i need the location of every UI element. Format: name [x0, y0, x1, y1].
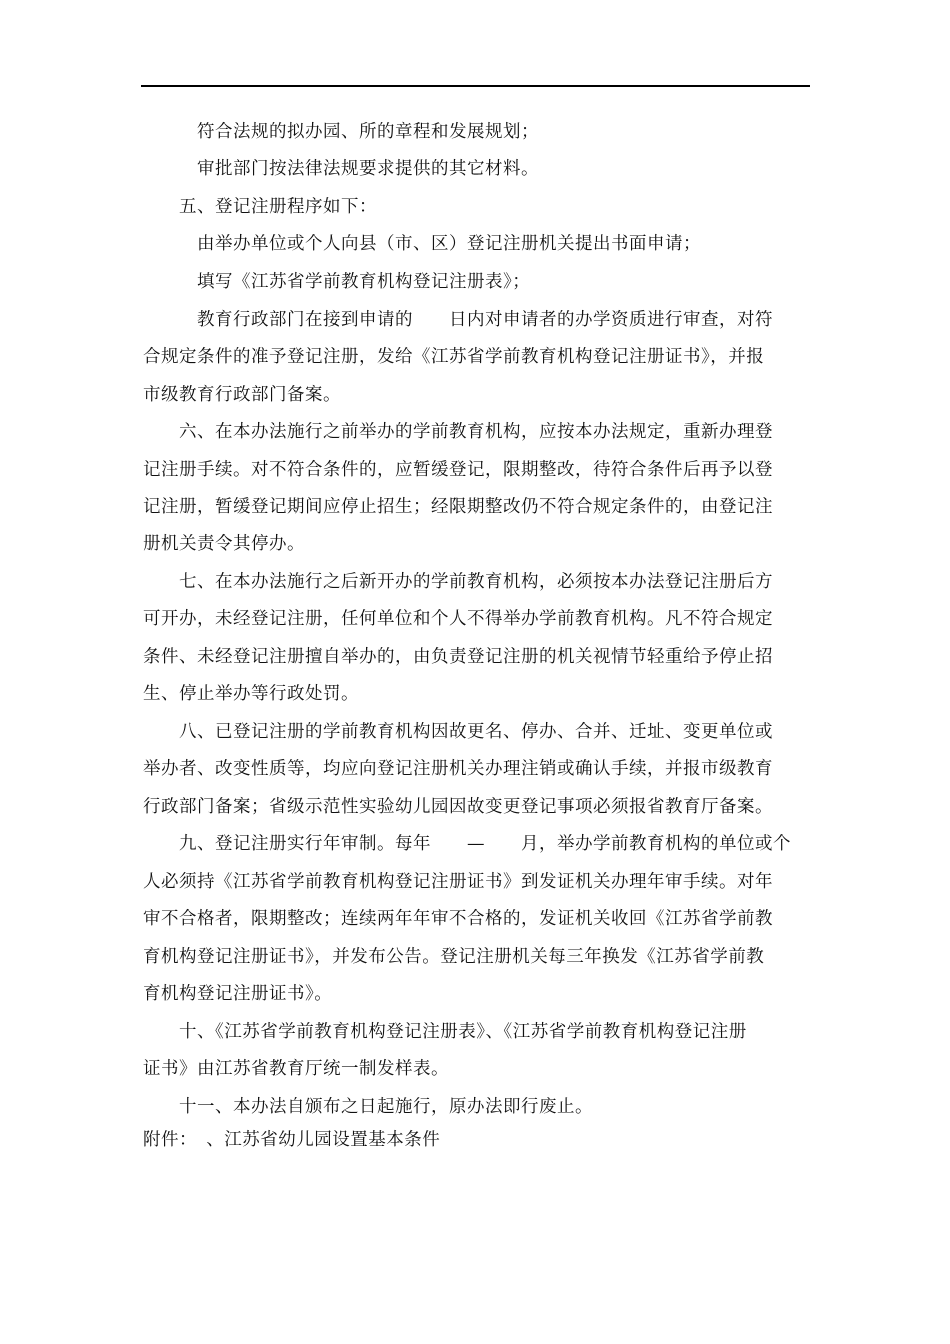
text-line: 六、在本办法施行之前举办的学前教育机构，应按本办法规定，重新办理登 [143, 422, 773, 442]
text-line: 育机构登记注册证书》，并发布公告。登记注册机关每三年换发《江苏省学前教 [143, 947, 765, 967]
text-line: 记注册，暂缓登记期间应停止招生；经限期整改仍不符合规定条件的，由登记注 [143, 497, 773, 517]
text-line: 记注册手续。对不符合条件的，应暂缓登记，限期整改，待符合条件后再予以登 [143, 460, 773, 480]
text-line: 可开办，未经登记注册，任何单位和个人不得举办学前教育机构。凡不符合规定 [143, 609, 773, 629]
text-line: 七、在本办法施行之后新开办的学前教育机构，必须按本办法登记注册后方 [143, 572, 773, 592]
text-line: 十、《江苏省学前教育机构登记注册表》、《江苏省学前教育机构登记注册 [143, 1022, 747, 1042]
text-line: 人必须持《江苏省学前教育机构登记注册证书》到发证机关办理年审手续。对年 [143, 872, 773, 892]
text-line: 填写《江苏省学前教育机构登记注册表》； [143, 272, 531, 292]
text-line: 审不合格者，限期整改；连续两年年审不合格的，发证机关收回《江苏省学前教 [143, 909, 773, 929]
text-line: 十一、本办法自颁布之日起施行，原办法即行废止。 [143, 1097, 593, 1117]
text-line: 育机构登记注册证书》。 [143, 984, 333, 1004]
text-line: 符合法规的拟办园、所的章程和发展规划； [143, 122, 539, 142]
text-line: 市级教育行政部门备案。 [143, 385, 341, 405]
text-line: 举办者、改变性质等，均应向登记注册机关办理注销或确认手续，并报市级教育 [143, 759, 773, 779]
text-line: 行政部门备案；省级示范性实验幼儿园因故变更登记事项必须报省教育厅备案。 [143, 797, 773, 817]
text-line: 合规定条件的准予登记注册，发给《江苏省学前教育机构登记注册证书》，并报 [143, 347, 765, 367]
text-line: 教育行政部门在接到申请的 日内对申请者的办学资质进行审查，对符 [143, 310, 773, 330]
attachment-line: 附件： 、江苏省幼儿园设置基本条件 [143, 1130, 441, 1150]
text-line: 生、停止举办等行政处罚。 [143, 684, 359, 704]
text-line: 证书》由江苏省教育厅统一制发样表。 [143, 1059, 449, 1079]
text-line: 审批部门按法律法规要求提供的其它材料。 [143, 159, 539, 179]
section-heading: 五、登记注册程序如下： [143, 197, 377, 217]
text-line: 由举办单位或个人向县（市、区）登记注册机关提出书面申请； [143, 234, 701, 254]
text-line: 九、登记注册实行年审制。每年 — 月，举办学前教育机构的单位或个 [143, 834, 791, 854]
text-line: 册机关责令其停办。 [143, 534, 305, 554]
header-rule [141, 85, 810, 87]
text-line: 条件、未经登记注册擅自举办的，由负责登记注册的机关视情节轻重给予停止招 [143, 647, 773, 667]
text-line: 八、已登记注册的学前教育机构因故更名、停办、合并、迁址、变更单位或 [143, 722, 773, 742]
